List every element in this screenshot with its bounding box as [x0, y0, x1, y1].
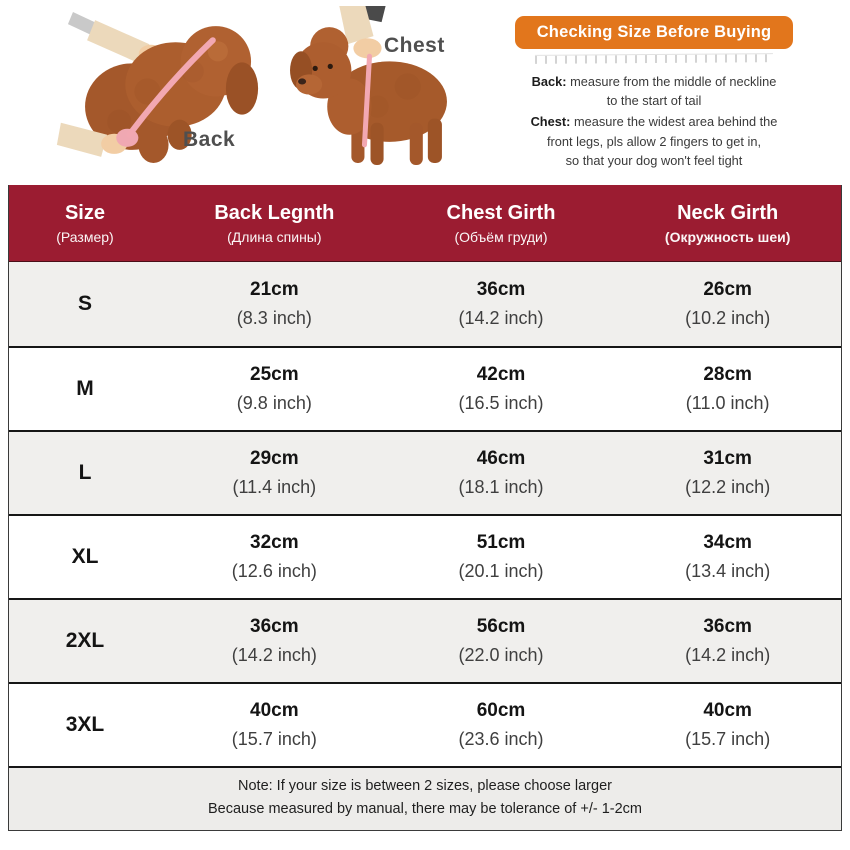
back-line-1: measure from the middle of neckline: [570, 74, 777, 89]
measuring-tape-icon: [535, 53, 773, 64]
neck-cm-value: 34cm: [703, 532, 752, 553]
dog-chest-measure-photo: [276, 6, 464, 172]
back-cm-value: 32cm: [250, 532, 299, 553]
neck-girth-cell: [685, 616, 770, 666]
chest-inch-value: (23.6 inch): [458, 729, 544, 749]
back-instruction: [478, 72, 830, 110]
header-neck-ru: (Окружность шеи): [664, 228, 791, 245]
table-row-3xl: [9, 682, 841, 766]
chest-inch-value: (18.1 inch): [458, 477, 544, 497]
neck-girth-cell: [685, 448, 770, 498]
back-inch-value: (12.6 inch): [231, 561, 317, 581]
table-row-l: [9, 430, 841, 514]
chest-photo-label: Chest: [384, 34, 445, 57]
back-inch-value: (8.3 inch): [236, 308, 312, 328]
size-value: 2XL: [65, 629, 105, 652]
dog-ear: [226, 62, 258, 114]
neck-inch-value: (13.4 inch): [685, 561, 771, 581]
neck-girth-cell: [685, 700, 770, 750]
chest-cm-value: 60cm: [476, 700, 526, 721]
neck-inch-value: (14.2 inch): [685, 645, 771, 665]
back-length-cell: [237, 364, 312, 414]
back-line-2: to the start of tail: [606, 93, 702, 109]
neck-cm-value: 36cm: [703, 616, 752, 637]
header-back-en: Back Legnth: [214, 201, 335, 224]
neck-inch-value: (15.7 inch): [685, 729, 771, 749]
chest-cm-value: 51cm: [476, 532, 526, 553]
header-back-ru: (Длина спины): [227, 228, 322, 245]
size-value: 3XL: [65, 713, 105, 736]
table-row-m: [9, 346, 841, 430]
neck-girth-cell: [685, 279, 770, 329]
back-inch-value: (9.8 inch): [236, 393, 312, 413]
chest-girth-cell: [458, 448, 543, 498]
chest-line-1: measure the widest area behind the: [573, 114, 778, 130]
back-cm-value: 25cm: [250, 364, 299, 385]
chest-line-3: so that your dog won't feel tight: [565, 152, 743, 168]
neck-inch-value: (11.0 inch): [685, 393, 770, 413]
size-value: M: [76, 377, 94, 400]
table-row-xl: [9, 514, 841, 598]
back-length-cell: [232, 532, 317, 582]
neck-cm-value: 28cm: [703, 364, 752, 385]
chest-cm-value: 56cm: [476, 616, 526, 637]
chest-girth-cell: [458, 279, 543, 329]
back-cm-value: 21cm: [250, 279, 299, 300]
neck-cm-value: 26cm: [703, 279, 752, 300]
chest-inch-value: (14.2 inch): [458, 308, 544, 328]
neck-girth-cell: [685, 532, 770, 582]
size-checking-guide: [478, 16, 830, 172]
table-notes: [9, 766, 841, 830]
neck-inch-value: (12.2 inch): [685, 477, 771, 497]
header-chest-en: Chest Girth: [446, 201, 556, 224]
table-row-s: [9, 262, 841, 346]
chest-instruction: [478, 112, 830, 170]
size-value: L: [78, 461, 92, 484]
back-photo-label: Back: [183, 128, 236, 151]
dog-nose: [298, 78, 306, 84]
back-length-cell: [232, 700, 317, 750]
header-size: [56, 202, 113, 245]
chest-term: Chest:: [530, 114, 571, 130]
chest-girth-cell: [458, 700, 543, 750]
chest-inch-value: (20.1 inch): [458, 561, 544, 581]
size-chart-table: [8, 185, 842, 831]
chest-girth-cell: [458, 532, 543, 582]
measuring-guide-section: [0, 0, 850, 185]
checking-size-badge: Checking Size Before Buying: [515, 16, 794, 49]
header-chest-girth: [447, 202, 556, 245]
back-length-cell: [237, 279, 312, 329]
chest-cm-value: 36cm: [476, 279, 526, 300]
chest-girth-cell: [458, 364, 543, 414]
back-term: Back:: [531, 74, 567, 89]
header-chest-ru: (Объём груди): [454, 228, 548, 245]
note-tolerance: Because measured by manual, there may be tolerance of +/- 1-2cm: [207, 801, 643, 818]
neck-inch-value: (10.2 inch): [685, 308, 771, 328]
neck-cm-value: 31cm: [703, 448, 752, 469]
measuring-instructions: [478, 72, 830, 170]
back-cm-value: 36cm: [250, 616, 299, 637]
size-value: S: [77, 292, 92, 315]
dog-eye: [328, 64, 333, 69]
table-header-row: [9, 185, 841, 262]
back-inch-value: (11.4 inch): [232, 477, 317, 497]
back-length-cell: [232, 448, 316, 498]
table-row-2xl: [9, 598, 841, 682]
dog-eye: [313, 66, 318, 71]
chest-cm-value: 42cm: [476, 364, 526, 385]
chest-inch-value: (22.0 inch): [458, 645, 544, 665]
back-cm-value: 40cm: [250, 700, 299, 721]
header-neck-girth: [665, 202, 791, 245]
size-value: XL: [71, 545, 99, 568]
back-inch-value: (14.2 inch): [231, 645, 317, 665]
chest-girth-cell: [458, 616, 543, 666]
back-inch-value: (15.7 inch): [231, 729, 317, 749]
back-cm-value: 29cm: [250, 448, 299, 469]
header-size-ru: (Размер): [56, 228, 114, 245]
neck-girth-cell: [686, 364, 770, 414]
header-back-length: [214, 202, 334, 245]
note-choose-larger: Note: If your size is between 2 sizes, please choose larger: [238, 778, 612, 794]
neck-cm-value: 40cm: [703, 700, 752, 721]
chest-cm-value: 46cm: [476, 448, 526, 469]
header-size-en: Size: [64, 201, 105, 224]
back-length-cell: [232, 616, 317, 666]
chest-line-2: front legs, pls allow 2 fingers to get in,: [546, 133, 762, 149]
header-neck-en: Neck Girth: [677, 201, 779, 224]
chest-inch-value: (16.5 inch): [458, 393, 544, 413]
